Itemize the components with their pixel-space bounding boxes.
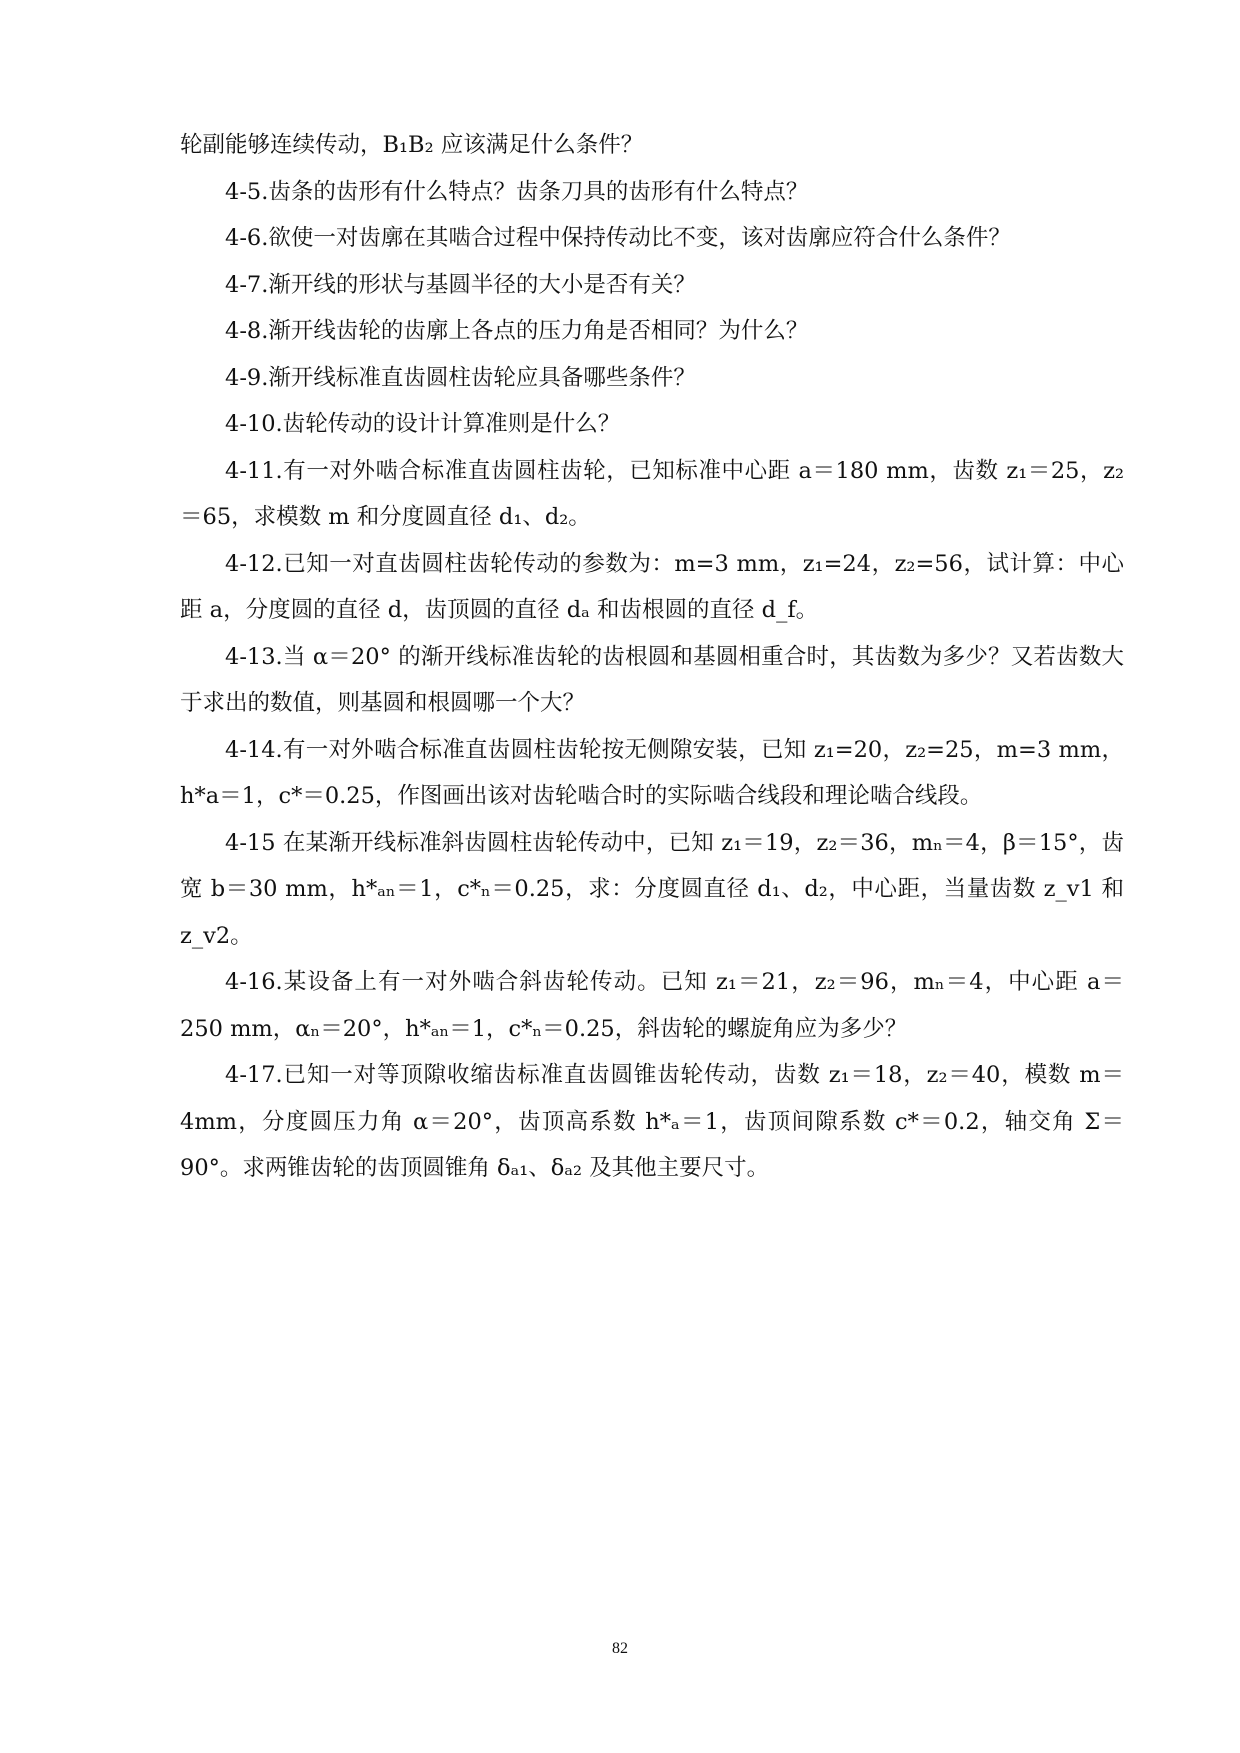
exercise-4-16: 4-16.某设备上有一对外啮合斜齿轮传动。已知 z₁＝21，z₂＝96，mₙ＝4，中心距 a＝250 mm，αₙ＝20°，h*ₐₙ＝1，c*ₙ＝0.25，斜齿轮的螺旋角应为多少？ — [180, 969, 1124, 1042]
exercise-4-14: 4-14.有一对外啮合标准直齿圆柱齿轮按无侧隙安装，已知 z₁=20，z₂=25，m=3 mm，h*a＝1，c*＝0.25，作图画出该对齿轮啮合时的实际啮合线段和理论啮合线段。 — [180, 736, 1124, 809]
exercise-4-15: 4-15 在某渐开线标准斜齿圆柱齿轮传动中，已知 z₁＝19，z₂＝36，mₙ＝4，β＝15°，齿宽 b＝30 mm，h*ₐₙ＝1，c*ₙ＝0.25，求：分度圆直径 d₁、d₂，中心距，当量齿数 z_v1 和 z_v2。 — [180, 829, 1124, 949]
paragraph-4-4-continued: 轮副能够连续传动，B₁B₂ 应该满足什么条件？ — [180, 132, 644, 158]
exercise-4-12: 4-12.已知一对直齿圆柱齿轮传动的参数为：m=3 mm，z₁=24，z₂=56，试计算：中心距 a，分度圆的直径 d，齿顶圆的直径 dₐ 和齿根圆的直径 d_f。 — [180, 550, 1124, 623]
exercise-4-9: 4-9.渐开线标准直齿圆柱齿轮应具备哪些条件？ — [225, 364, 696, 391]
page-body — [180, 122, 1124, 1192]
exercise-4-6: 4-6.欲使一对齿廓在其啮合过程中保持传动比不变，该对齿廓应符合什么条件？ — [225, 225, 1011, 251]
page-number: 82 — [612, 1640, 628, 1657]
exercise-4-10: 4-10.齿轮传动的设计计算准则是什么？ — [225, 411, 621, 437]
exercise-4-8: 4-8.渐开线齿轮的齿廓上各点的压力角是否相同？为什么？ — [225, 318, 809, 344]
exercise-4-11: 4-11.有一对外啮合标准直齿圆柱齿轮，已知标准中心距 a＝180 mm，齿数 z₁＝25，z₂＝65，求模数 m 和分度圆直径 d₁、d₂。 — [180, 457, 1124, 530]
exercise-4-13: 4-13.当 α＝20° 的渐开线标准齿轮的齿根圆和基圆相重合时，其齿数为多少？又若齿数大于求出的数值，则基圆和根圆哪一个大？ — [180, 643, 1124, 716]
exercise-4-17: 4-17.已知一对等顶隙收缩齿标准直齿圆锥齿轮传动，齿数 z₁＝18，z₂＝40，模数 m＝4mm，分度圆压力角 α＝20°，齿顶高系数 h*ₐ＝1，齿顶间隙系数 c*＝0.2，轴交角 Σ＝90°。求两锥齿轮的齿顶圆锥角 δₐ₁、δₐ₂ 及其他主要尺寸。 — [180, 1062, 1124, 1181]
exercise-4-7: 4-7.渐开线的形状与基圆半径的大小是否有关？ — [225, 271, 696, 298]
exercise-4-5: 4-5.齿条的齿形有什么特点？齿条刀具的齿形有什么特点？ — [225, 178, 809, 205]
